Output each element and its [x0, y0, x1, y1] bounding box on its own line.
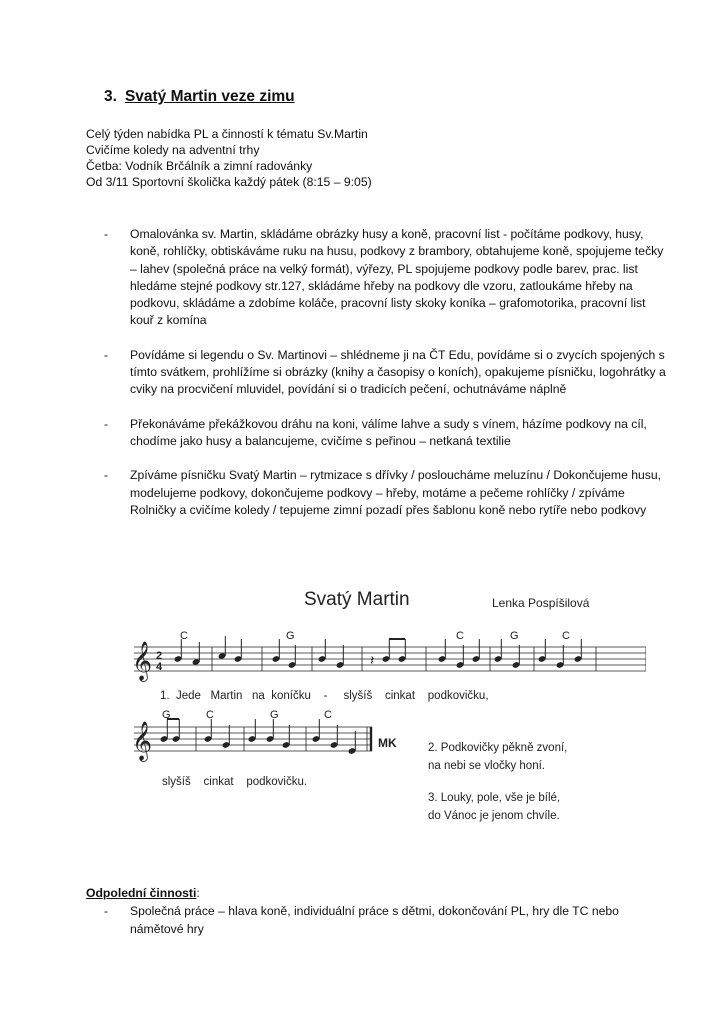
chord-label: G [162, 709, 171, 721]
bullet-dash: - [104, 227, 109, 241]
afternoon-heading-colon: : [196, 886, 200, 900]
chord-label: C [562, 630, 570, 642]
song-author: Lenka Pospíšilová [492, 596, 590, 610]
list-item [104, 903, 670, 938]
activity-list [104, 226, 670, 536]
chord-label: C [206, 709, 214, 721]
song-sheet-music [126, 575, 646, 845]
bullet-dash: - [104, 904, 109, 919]
intro-line: Cvičíme koledy na adventní trhy [86, 143, 260, 157]
treble-clef-icon: 𝄞 [132, 642, 153, 680]
intro-line: Četba: Vodník Brčálník a zimní radovánky [86, 159, 313, 173]
list-item-text: Povídáme si legendu o Sv. Martinovi – shlédneme ji na ČT Edu, povídáme si o zvycích spojených s tímto svátkem, prohlížíme si obrázky (knihy a časopisy o koních), opakujeme písničku, logohrátky a cviky na procvičení mluvidel, povídání si o tradicích pečení, ochutnáváme náplně [130, 347, 666, 397]
bullet-dash: - [104, 347, 109, 362]
end-mark: MK [378, 736, 397, 750]
chord-label: G [270, 709, 279, 721]
verse-2-line-2: na nebi se vločky honí. [428, 760, 545, 772]
chord-label: G [510, 630, 519, 642]
section-title: Svatý Martin veze zimu [124, 88, 295, 105]
lyrics-line-1: 1. Jede Martin na koníčku - slyšíš cinkat podkovičku, [160, 690, 489, 702]
treble-clef-icon: 𝄞 [132, 722, 153, 760]
song-title: Svatý Martin [304, 589, 410, 610]
list-item-text: Omalovánka sv. Martin, skládáme obrázky husy a koně, pracovní list - počítáme podkovy, husy, koně, rohlíčky, obtiskáváme ruku na husu, podkovy z brambory, obtahujeme koně, spojujeme tečky – lahev (společná práce na velký formát), výřezy, PL spojujeme podkovy podle barev, prac. list hledáme stejné podkovy str.127, skládáme hřeby na podkovy dle vzoru, zatloukáme hřeby na podkovu, skládáme a zdobíme koláče, pracovní listy skoky koníka – grafomotorika, pracovní list kouř z komína [130, 227, 664, 328]
staff-line-1 [134, 647, 646, 671]
list-item-text: Společná práce – hlava koně, individuální práce s dětmi, dokončování PL, hry dle TC nebo námětové hry [130, 904, 619, 936]
list-item-text: Překonáváme překážkovou dráhu na koni, válíme lahve a sudy s vínem, házíme podkovy na cíl, chodíme jako husy a balancujeme, cvičíme s peřinou – netkaná textilie [130, 416, 647, 448]
section-heading [104, 88, 295, 106]
afternoon-heading: Odpolední činnosti [86, 886, 197, 900]
section-number: 3. [104, 88, 117, 105]
list-item [104, 467, 670, 519]
time-signature-bottom: 4 [156, 661, 163, 673]
verse-3-line-2: do Vánoc je jenom chvíle. [428, 810, 560, 822]
list-item-text: Zpíváme písničku Svatý Martin – rytmizace s dřívky / posloucháme meluzínu / Dokončujeme husu, modelujeme podkovy, dokončujeme podkovy – hřeby, motáme a pečeme rohlíčky / zpíváme Rolničky a cvičíme koledy / tepujeme zimní pozadí přes šablonu koně nebo rytíře nebo podkovy [130, 468, 662, 517]
verse-2-line-1: 2. Podkovičky pěkně zvoní, [428, 742, 568, 754]
bullet-dash: - [104, 468, 109, 483]
intro-line: Od 3/11 Sportovní školička každý pátek (8:15 – 9:05) [86, 175, 372, 189]
staff-2-notes [160, 719, 357, 755]
rest-icon: 𝄽 [370, 652, 375, 668]
verse-3-line-1: 3. Louky, pole, vše je bílé, [428, 792, 561, 804]
chord-label: C [180, 630, 188, 642]
chord-label: G [286, 630, 295, 642]
time-signature-top: 2 [156, 650, 163, 662]
lyrics-line-2: slyšíš cinkat podkovičku. [162, 776, 308, 788]
chord-label: C [324, 709, 332, 721]
list-item [104, 226, 670, 330]
intro-block [86, 126, 646, 190]
bullet-dash: - [104, 416, 109, 431]
afternoon-section [86, 885, 686, 938]
chord-label: C [456, 630, 464, 642]
list-item [104, 416, 670, 451]
list-item [104, 347, 670, 399]
intro-line: Celý týden nabídka PL a činností k tématu Sv.Martin [86, 127, 368, 141]
staff-1-notes [174, 636, 646, 671]
